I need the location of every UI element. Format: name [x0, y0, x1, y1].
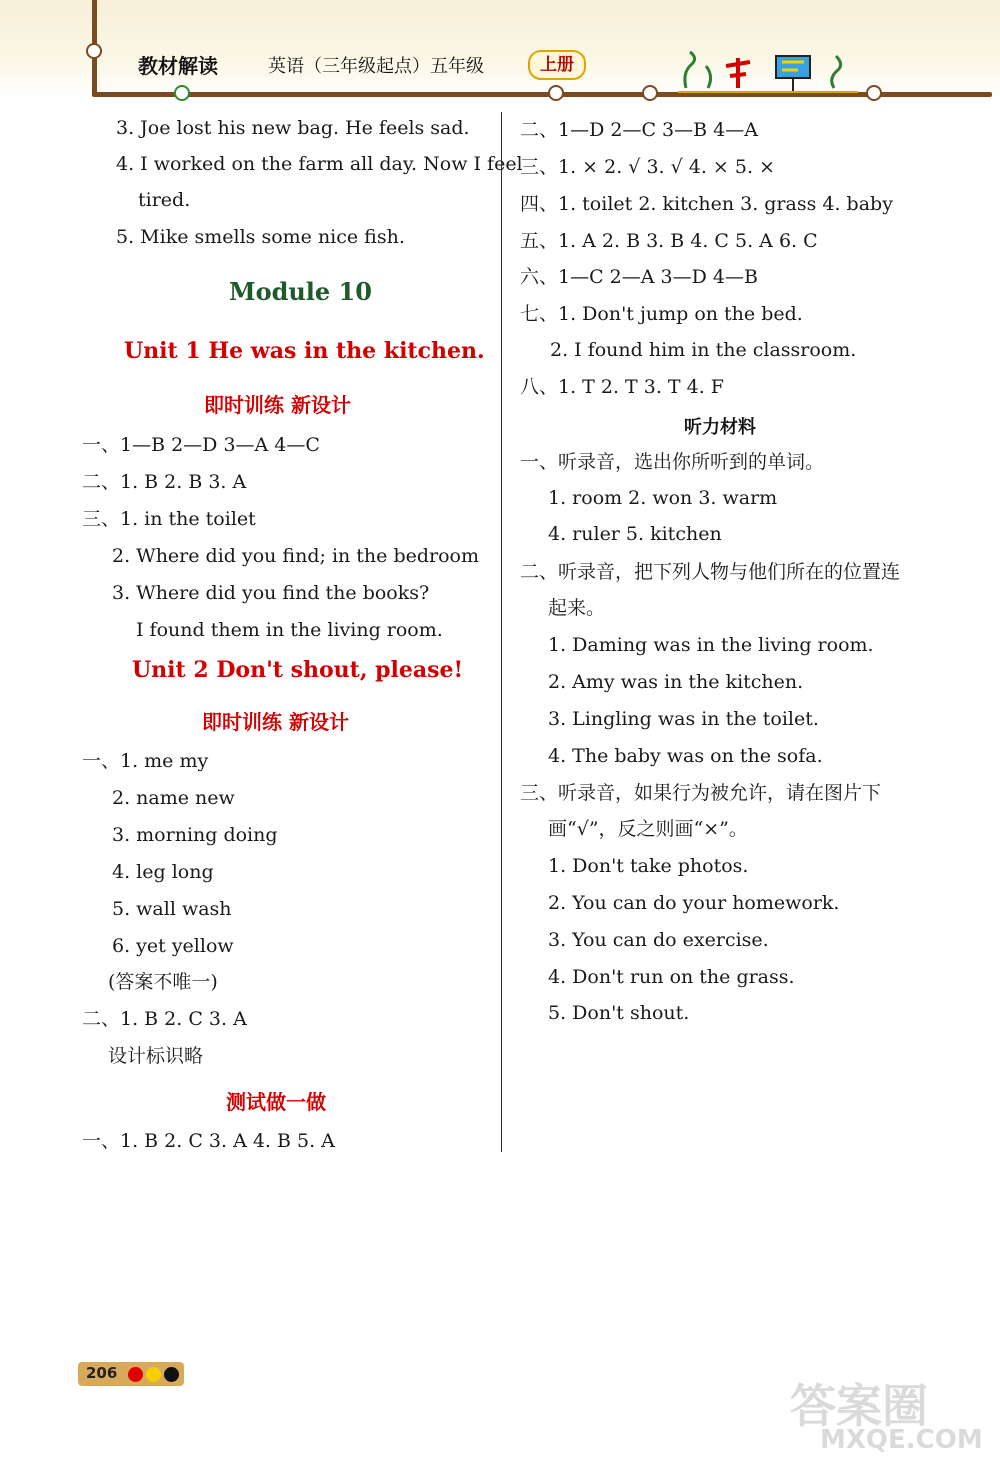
- answer-line: 3. Joe lost his new bag. He feels sad.: [116, 117, 470, 139]
- answer-line: 三、1. × 2. √ 3. √ 4. × 5. ×: [520, 156, 775, 178]
- yellow-dot-icon: [146, 1367, 161, 1382]
- answer-line: 2. name new: [112, 787, 235, 809]
- listening-line: 3. Lingling was in the toilet.: [548, 708, 819, 730]
- listening-line: 1. Don't take photos.: [548, 855, 749, 877]
- listening-line: 一、听录音，选出你所听到的单词。: [520, 451, 825, 473]
- listening-line: 4. Don't run on the grass.: [548, 966, 795, 988]
- rail-node: [642, 85, 658, 101]
- book-title: 教材解读: [138, 54, 218, 78]
- answer-line: 4. I worked on the farm all day. Now I feel: [116, 153, 523, 175]
- section-heading: 测试做一做: [226, 1090, 326, 1114]
- answer-line: tired.: [138, 189, 191, 211]
- answer-note: 设计标识略: [108, 1045, 204, 1067]
- answer-note: (答案不唯一): [108, 971, 218, 993]
- header-decoration-icon: [678, 48, 858, 94]
- listening-line: 2. Amy was in the kitchen.: [548, 671, 804, 693]
- answer-line: 二、1. B 2. C 3. A: [82, 1008, 247, 1030]
- listening-material-title: 听力材料: [684, 417, 756, 438]
- answer-line: 3. morning doing: [112, 824, 278, 846]
- red-dot-icon: [128, 1367, 143, 1382]
- column-divider: [501, 112, 502, 1152]
- watermark-url: MXQE.COM: [820, 1425, 983, 1455]
- answer-line: 二、1—D 2—C 3—B 4—A: [520, 119, 758, 141]
- section-heading: 即时训练 新设计: [204, 393, 351, 417]
- listening-line: 4. The baby was on the sofa.: [548, 745, 823, 767]
- answer-line: 三、1. in the toilet: [82, 508, 256, 530]
- listening-line: 起来。: [548, 597, 606, 619]
- page-number: 206: [86, 1364, 118, 1382]
- answer-line: 五、1. A 2. B 3. B 4. C 5. A 6. C: [520, 230, 818, 252]
- answer-line: 6. yet yellow: [112, 935, 234, 957]
- answer-line: 四、1. toilet 2. kitchen 3. grass 4. baby: [520, 193, 893, 215]
- watermark-logo: 答案圈: [790, 1379, 928, 1433]
- black-dot-icon: [164, 1367, 179, 1382]
- unit-title: Unit 1 He was in the kitchen.: [124, 338, 485, 364]
- answer-line: 4. leg long: [112, 861, 214, 883]
- answer-line: 5. wall wash: [112, 898, 232, 920]
- rail-node: [866, 85, 882, 101]
- listening-line: 3. You can do exercise.: [548, 929, 769, 951]
- listening-line: 1. room 2. won 3. warm: [548, 487, 778, 509]
- volume-badge: 上册: [528, 50, 586, 80]
- answer-line: 2. I found him in the classroom.: [550, 339, 857, 361]
- answer-line: 2. Where did you find; in the bedroom: [112, 545, 480, 567]
- listening-line: 1. Daming was in the living room.: [548, 634, 874, 656]
- answer-line: 二、1. B 2. B 3. A: [82, 471, 247, 493]
- answer-line: 一、1—B 2—D 3—A 4—C: [82, 434, 320, 456]
- answer-line: 3. Where did you find the books?: [112, 582, 430, 604]
- rail-node: [86, 43, 102, 59]
- rail-node: [548, 85, 564, 101]
- answer-line: 六、1—C 2—A 3—D 4—B: [520, 266, 758, 288]
- answer-line: 5. Mike smells some nice fish.: [116, 226, 405, 248]
- page-header: [0, 0, 1000, 100]
- answer-line: 八、1. T 2. T 3. T 4. F: [520, 376, 724, 398]
- module-title: Module 10: [229, 277, 372, 306]
- section-heading: 即时训练 新设计: [202, 710, 349, 734]
- listening-line: 2. You can do your homework.: [548, 892, 840, 914]
- answer-line: 一、1. me my: [82, 750, 209, 772]
- unit-title: Unit 2 Don't shout, please!: [132, 657, 464, 683]
- listening-line: 二、听录音，把下列人物与他们所在的位置连: [520, 561, 901, 583]
- answer-line: I found them in the living room.: [136, 619, 443, 641]
- listening-line: 三、听录音，如果行为被允许，请在图片下: [520, 782, 882, 804]
- listening-line: 4. ruler 5. kitchen: [548, 523, 722, 545]
- listening-line: 5. Don't shout.: [548, 1002, 690, 1024]
- subject-grade: 英语（三年级起点）五年级: [268, 56, 484, 77]
- answer-line: 七、1. Don't jump on the bed.: [520, 303, 803, 325]
- rail-node: [174, 85, 190, 101]
- answer-line: 一、1. B 2. C 3. A 4. B 5. A: [82, 1130, 335, 1152]
- listening-line: 画“√”，反之则画“×”。: [548, 818, 748, 840]
